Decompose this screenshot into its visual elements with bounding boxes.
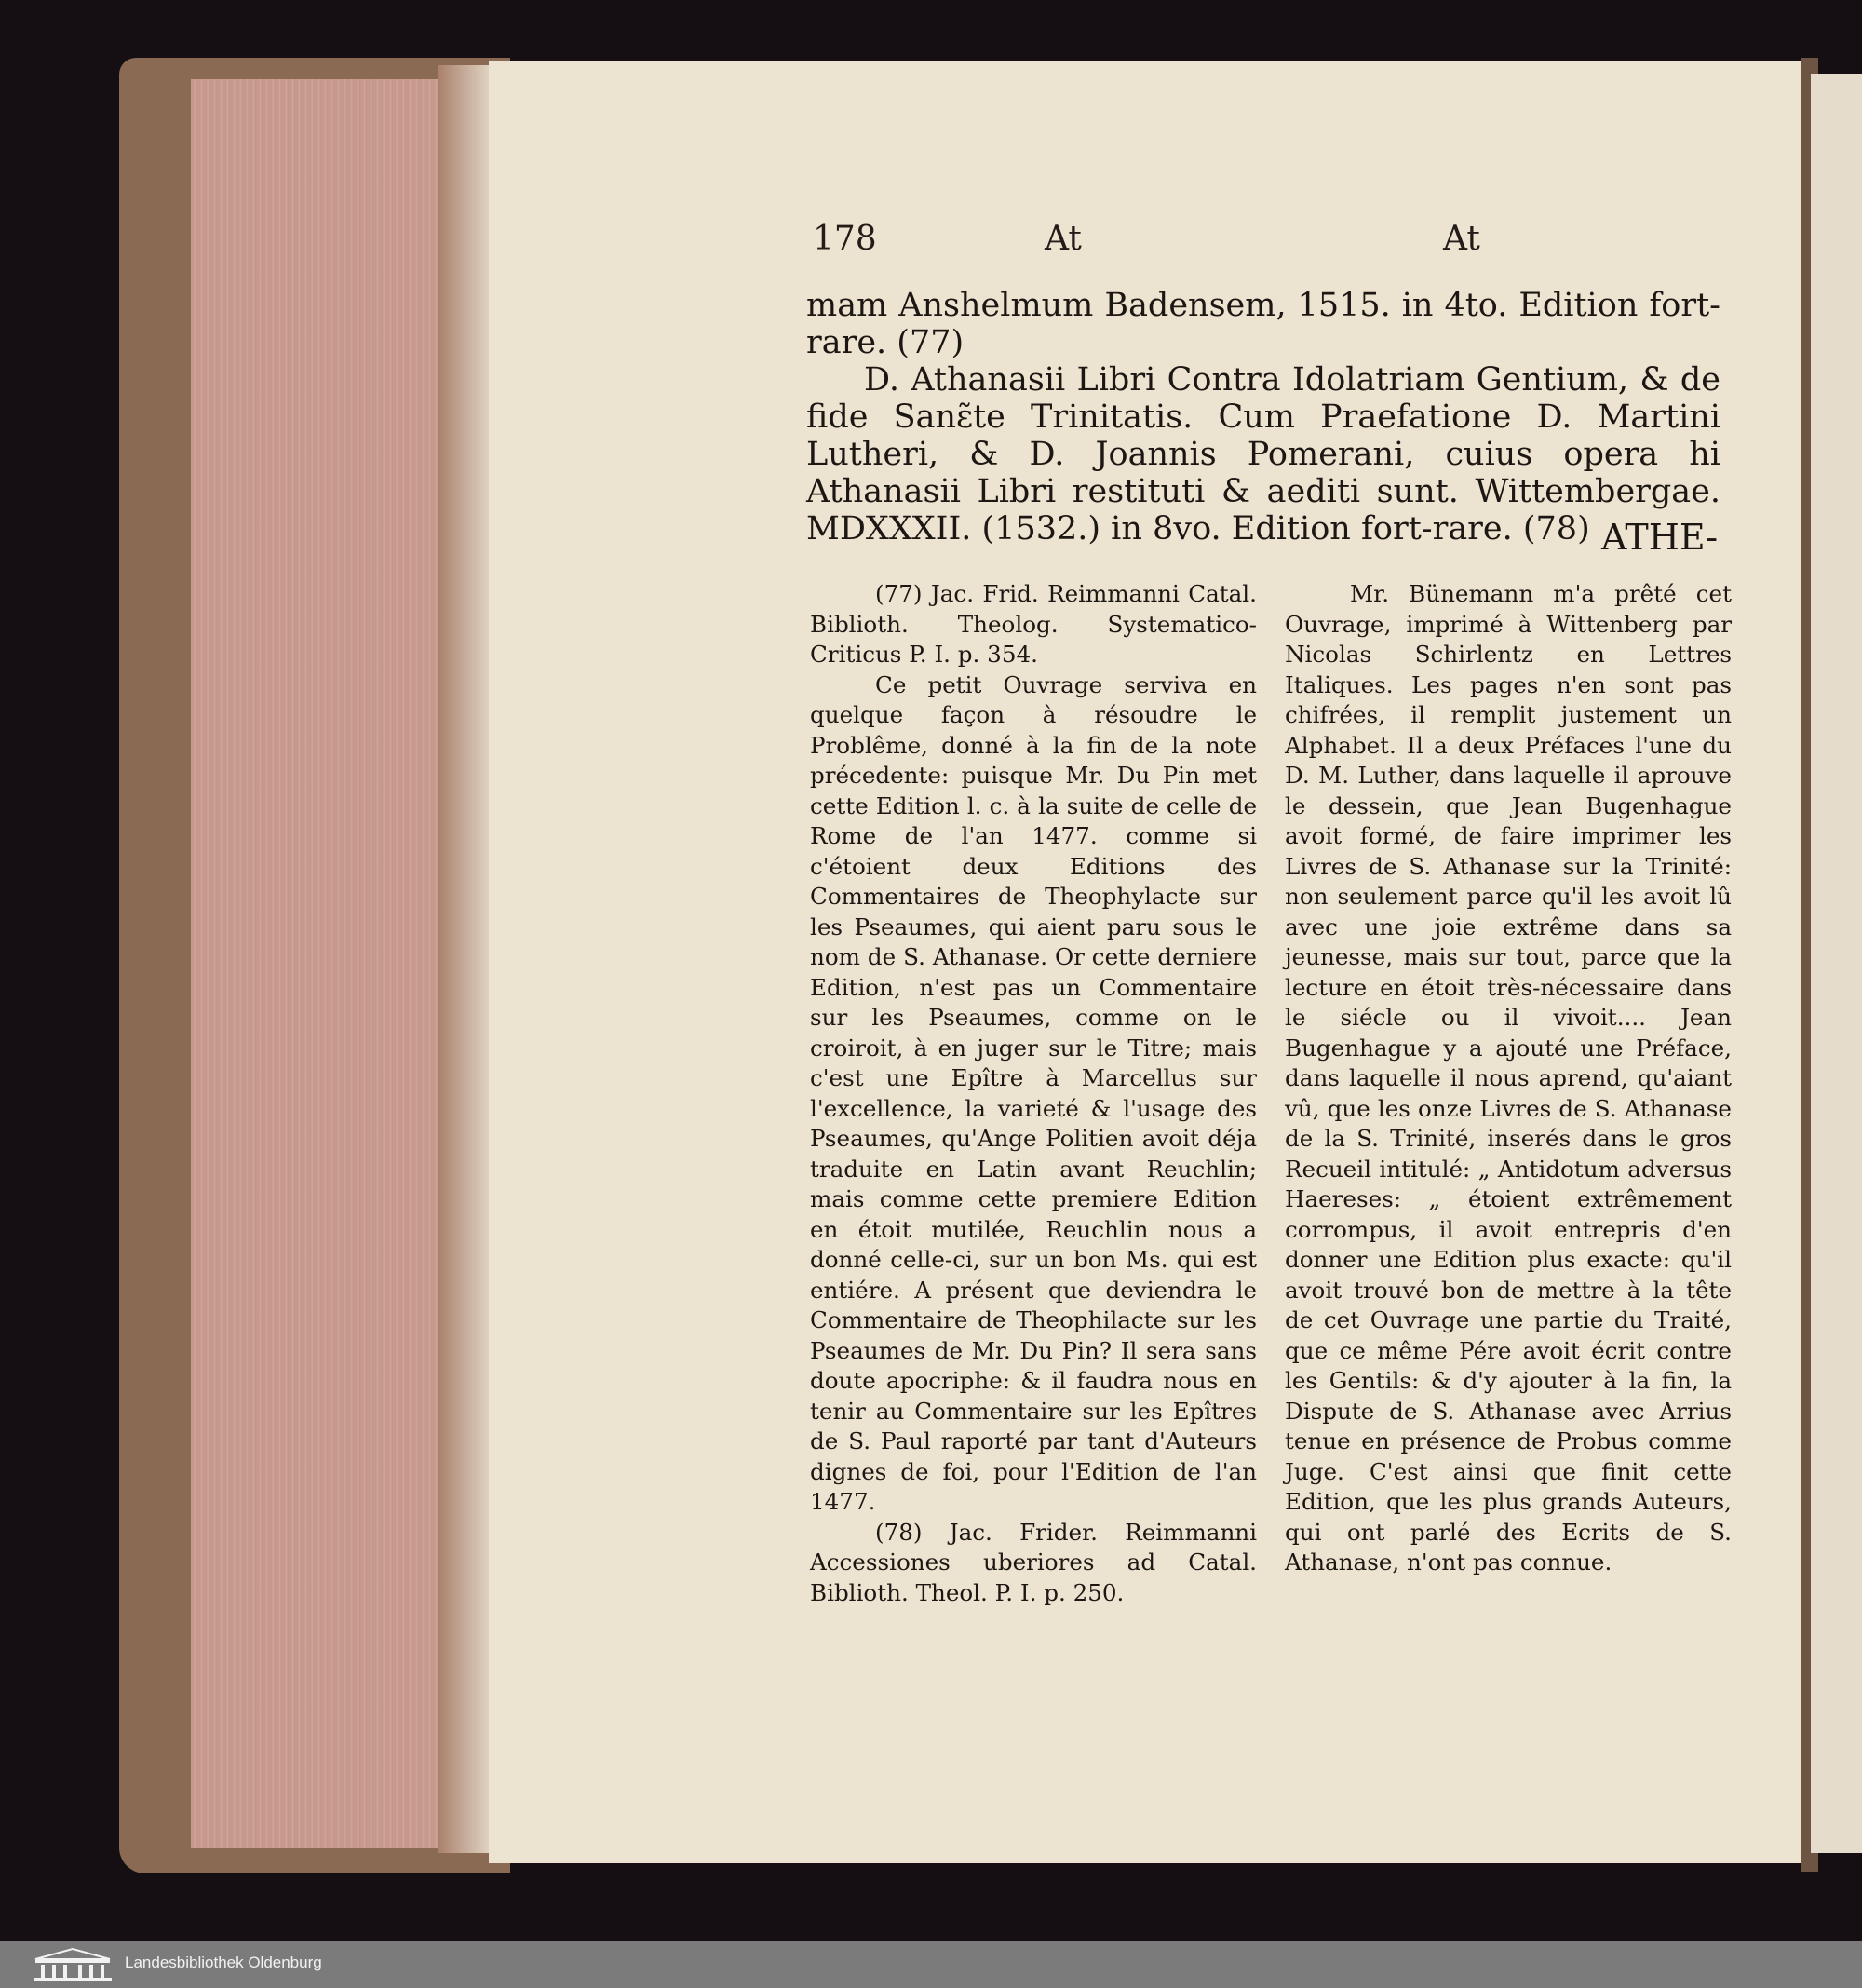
footnotes-right-column — [1285, 579, 1732, 1578]
footer-library-name: Landesbibliothek Oldenburg — [125, 1954, 322, 1971]
footnote-78: (78) Jac. Frider. Reimmanni Accessiones uberiores ad Catal. Biblioth. Theol. P. I. p. 250. — [810, 1518, 1257, 1606]
page-number: 178 — [813, 220, 877, 258]
right-page-edge — [1811, 74, 1862, 1853]
library-building-icon — [30, 1946, 115, 1983]
footnote-77-text: Ce petit Ouvrage serviva en quelque façon à résoudre le Problême, donné à la fin de la note précedente: puisque Mr. Du Pin met cette Edition l. c. à la suite de celle de Rome de l'an 1477. comme si c'étoient deux Editions des Commentaires de Theophylacte sur les Pseaumes, qui aient paru sous le nom de S. Athanase. Or cette derniere Edition, n'est pas un Commentaire sur les Pseaumes, comme on le croiroit, à en juger sur le Titre; mais c'est une Epître à Marcellus sur l'excellence, la varieté & l'usage des Pseaumes, qu'Ange Politien avoit déja traduite en Latin avant Reuchlin; mais comme cette premiere Edition en étoit mutilée, Reuchlin nous a donné celle-ci, sur un bon Ms. qui est entiére. A présent que deviendra le Commentaire de Theophilacte sur les Pseaumes de Mr. Du Pin? Il sera sans doute apocriphe: & il faudra nous en tenir au Commentaire sur les Epîtres de S. Paul raporté par tant d'Auteurs dignes de foi, pour l'Edition de l'an 1477. — [810, 670, 1257, 1515]
gutter-shadow — [438, 65, 495, 1853]
footnote-77: (77) Jac. Frid. Reimmanni Catal. Biblioth. Theolog. Systematico-Criticus P. I. p. 354. — [810, 580, 1257, 668]
footnotes-left-column — [810, 579, 1257, 1608]
main-entry — [806, 287, 1720, 548]
entry-athanasii: D. Athanasii Libri Contra Idolatriam Gentium, & de fide Sanɛ̃te Trinitatis. Cum Praefatione D. Martini Lutheri, & D. Joannis Pomerani, cuius opera hi Athanasii Libri restituti & aediti sunt. Wittembergae. MDXXXII. (1532.) in 8vo. Edition fort-rare. (78) — [806, 361, 1720, 548]
footnote-78-text: Mr. Bünemann m'a prêté cet Ouvrage, imprimé à Wittenberg par Nicolas Schirlentz en Lettres Italiques. Les pages n'en sont pas chifrées, il remplit justement un Alphabet. Il a deux Préfaces l'une du D. M. Luther, dans laquelle il aprouve le dessein, que Jean Bugenhague avoit formé, de faire imprimer les Livres de S. Athanase sur la Trinité: non seulement parce qu'il les avoit lû avec une joie extrême dans sa jeunesse, mais sur tout, parce que la lecture en étoit très-nécessaire dans le siécle ou il vivoit.... Jean Bugenhague y a ajouté une Préface, dans laquelle il nous aprend, qu'aiant vû, que les onze Livres de S. Athanase de la S. Trinité, inserés dans le gros Recueil intitulé: „ Antidotum adversus Haereses: „ étoient extrêmement corrompus, il avoit entrepris d'en donner une Edition plus exacte: qu'il avoit trouvé bon de mettre à la tête de cet Ouvrage une partie du Traité, que ce même Pére avoit écrit contre les Gentils: & d'y ajouter à la fin, la Dispute de S. Athanase avec Arrius tenue en présence de Probus comme Juge. C'est ainsi que finit cette Edition, que les plus grands Auteurs, qui ont parlé des Ecrits de S. Athanase, n'ont pas connue. — [1285, 580, 1732, 1576]
entry-line-1: mam Anshelmum Badensem, 1515. in 4to. Edition fort-rare. (77) — [806, 287, 1720, 361]
catchword: ATHE- — [1601, 517, 1719, 558]
running-head-right: At — [1443, 220, 1480, 258]
running-head-left: At — [1045, 220, 1082, 258]
